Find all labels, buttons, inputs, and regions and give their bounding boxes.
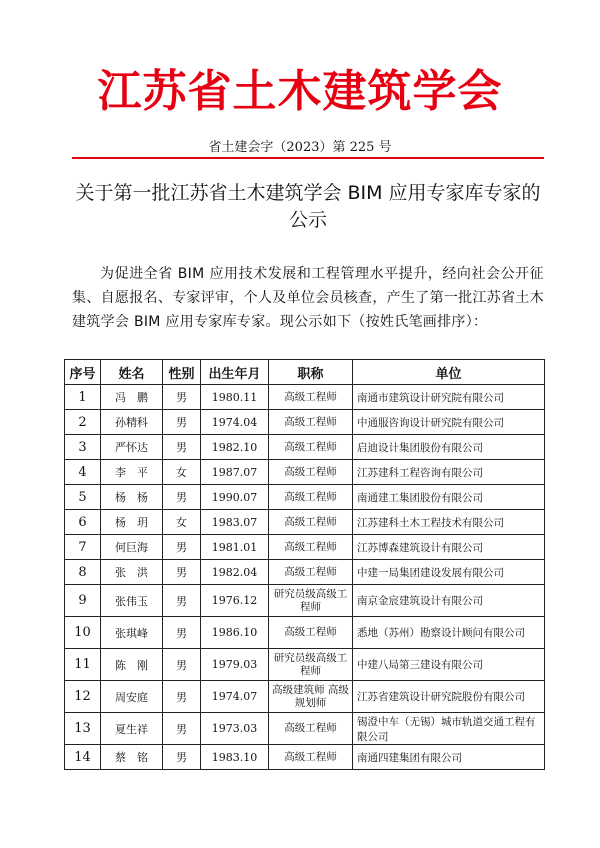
cell-name: 杨 杨 xyxy=(101,485,163,510)
org-title: 江苏省土木建筑学会 xyxy=(97,66,503,117)
table-body xyxy=(65,385,545,770)
cell-title: 高级工程师 xyxy=(269,535,353,560)
cell-gender: 男 xyxy=(163,435,201,460)
table-row xyxy=(65,745,545,770)
header-title: 职称 xyxy=(269,360,353,385)
table-row xyxy=(65,649,545,681)
cell-birth: 1990.07 xyxy=(201,485,269,510)
cell-title: 高级工程师 xyxy=(269,745,353,770)
cell-title: 高级工程师 xyxy=(269,617,353,649)
table-row xyxy=(65,435,545,460)
cell-birth: 1987.07 xyxy=(201,460,269,485)
header-no: 序号 xyxy=(65,360,101,385)
cell-title: 高级工程师 xyxy=(269,435,353,460)
cell-no: 14 xyxy=(65,745,101,770)
cell-no: 7 xyxy=(65,535,101,560)
header-birth: 出生年月 xyxy=(201,360,269,385)
cell-name: 周安庭 xyxy=(101,681,163,713)
cell-unit: 南通市建筑设计研究院有限公司 xyxy=(353,385,545,410)
cell-birth: 1982.10 xyxy=(201,435,269,460)
cell-name: 冯 鹏 xyxy=(101,385,163,410)
cell-title: 高级建筑师 高级规划师 xyxy=(269,681,353,713)
cell-no: 8 xyxy=(65,560,101,585)
cell-gender: 男 xyxy=(163,485,201,510)
cell-title: 研究员级高级工程师 xyxy=(269,649,353,681)
cell-gender: 男 xyxy=(163,535,201,560)
cell-unit: 江苏博森建筑设计有限公司 xyxy=(353,535,545,560)
cell-gender: 男 xyxy=(163,385,201,410)
cell-title: 高级工程师 xyxy=(269,385,353,410)
cell-unit: 悉地（苏州）勘察设计顾问有限公司 xyxy=(353,617,545,649)
cell-birth: 1980.11 xyxy=(201,385,269,410)
table-row xyxy=(65,560,545,585)
cell-no: 9 xyxy=(65,585,101,617)
cell-unit: 锡澄中车（无锡）城市轨道交通工程有限公司 xyxy=(353,713,545,745)
cell-unit: 江苏建科土木工程技术有限公司 xyxy=(353,510,545,535)
cell-gender: 男 xyxy=(163,649,201,681)
cell-gender: 男 xyxy=(163,617,201,649)
cell-gender: 男 xyxy=(163,410,201,435)
cell-name: 夏生祥 xyxy=(101,713,163,745)
cell-gender: 男 xyxy=(163,560,201,585)
cell-unit: 江苏建科工程咨询有限公司 xyxy=(353,460,545,485)
table-row xyxy=(65,713,545,745)
cell-title: 研究员级高级工程师 xyxy=(269,585,353,617)
cell-birth: 1976.12 xyxy=(201,585,269,617)
intro-paragraph xyxy=(72,262,544,334)
cell-no: 10 xyxy=(65,617,101,649)
table-row xyxy=(65,410,545,435)
cell-gender: 男 xyxy=(163,681,201,713)
cell-title: 高级工程师 xyxy=(269,510,353,535)
cell-unit: 中建一局集团建设发展有限公司 xyxy=(353,560,545,585)
cell-unit: 中通服咨询设计研究院有限公司 xyxy=(353,410,545,435)
cell-unit: 南通建工集团股份有限公司 xyxy=(353,485,545,510)
cell-title: 高级工程师 xyxy=(269,485,353,510)
table-row xyxy=(65,510,545,535)
cell-gender: 男 xyxy=(163,713,201,745)
cell-name: 张 洪 xyxy=(101,560,163,585)
intro-text: 为促进全省 BIM 应用技术发展和工程管理水平提升，经向社会公开征集、自愿报名、专家评审，个人及单位会员核查，产生了第一批江苏省土木建筑学会 BIM 应用专家库专家。现公示如下（按姓氏笔画排序）： xyxy=(72,266,544,330)
cell-no: 4 xyxy=(65,460,101,485)
cell-name: 张琪峰 xyxy=(101,617,163,649)
cell-unit: 江苏省建筑设计研究院股份有限公司 xyxy=(353,681,545,713)
cell-unit: 中建八局第三建设有限公司 xyxy=(353,649,545,681)
cell-birth: 1983.07 xyxy=(201,510,269,535)
cell-name: 严怀达 xyxy=(101,435,163,460)
cell-birth: 1983.10 xyxy=(201,745,269,770)
cell-name: 李 平 xyxy=(101,460,163,485)
table-row xyxy=(65,585,545,617)
cell-no: 12 xyxy=(65,681,101,713)
cell-name: 陈 刚 xyxy=(101,649,163,681)
cell-unit: 南通四建集团有限公司 xyxy=(353,745,545,770)
table-row xyxy=(65,617,545,649)
notice-title: 关于第一批江苏省土木建筑学会 BIM 应用专家库专家的公示 xyxy=(75,182,541,231)
cell-name: 杨 玥 xyxy=(101,510,163,535)
cell-no: 11 xyxy=(65,649,101,681)
cell-name: 孙精科 xyxy=(101,410,163,435)
header-unit: 单位 xyxy=(353,360,545,385)
cell-birth: 1974.07 xyxy=(201,681,269,713)
cell-title: 高级工程师 xyxy=(269,560,353,585)
cell-name: 何巨海 xyxy=(101,535,163,560)
cell-birth: 1986.10 xyxy=(201,617,269,649)
cell-birth: 1982.04 xyxy=(201,560,269,585)
cell-birth: 1979.03 xyxy=(201,649,269,681)
cell-birth: 1973.03 xyxy=(201,713,269,745)
cell-no: 1 xyxy=(65,385,101,410)
table-row xyxy=(65,460,545,485)
cell-name: 张伟玉 xyxy=(101,585,163,617)
cell-no: 3 xyxy=(65,435,101,460)
cell-no: 5 xyxy=(65,485,101,510)
table-row xyxy=(65,535,545,560)
cell-gender: 女 xyxy=(163,510,201,535)
table-row xyxy=(65,485,545,510)
cell-title: 高级工程师 xyxy=(269,713,353,745)
expert-table xyxy=(64,359,545,770)
header-gender: 性别 xyxy=(163,360,201,385)
header-name: 姓名 xyxy=(101,360,163,385)
cell-unit: 启迪设计集团股份有限公司 xyxy=(353,435,545,460)
cell-title: 高级工程师 xyxy=(269,410,353,435)
cell-gender: 男 xyxy=(163,585,201,617)
cell-gender: 男 xyxy=(163,745,201,770)
table-row xyxy=(65,681,545,713)
cell-birth: 1974.04 xyxy=(201,410,269,435)
cell-birth: 1981.01 xyxy=(201,535,269,560)
table-header-row xyxy=(65,360,545,385)
red-divider xyxy=(72,157,544,159)
cell-no: 6 xyxy=(65,510,101,535)
cell-gender: 女 xyxy=(163,460,201,485)
document-number: 省土建会字（2023）第 225 号 xyxy=(208,140,392,155)
cell-no: 2 xyxy=(65,410,101,435)
cell-name: 蔡 铭 xyxy=(101,745,163,770)
cell-no: 13 xyxy=(65,713,101,745)
cell-unit: 南京金宸建筑设计有限公司 xyxy=(353,585,545,617)
cell-title: 高级工程师 xyxy=(269,460,353,485)
table-row xyxy=(65,385,545,410)
